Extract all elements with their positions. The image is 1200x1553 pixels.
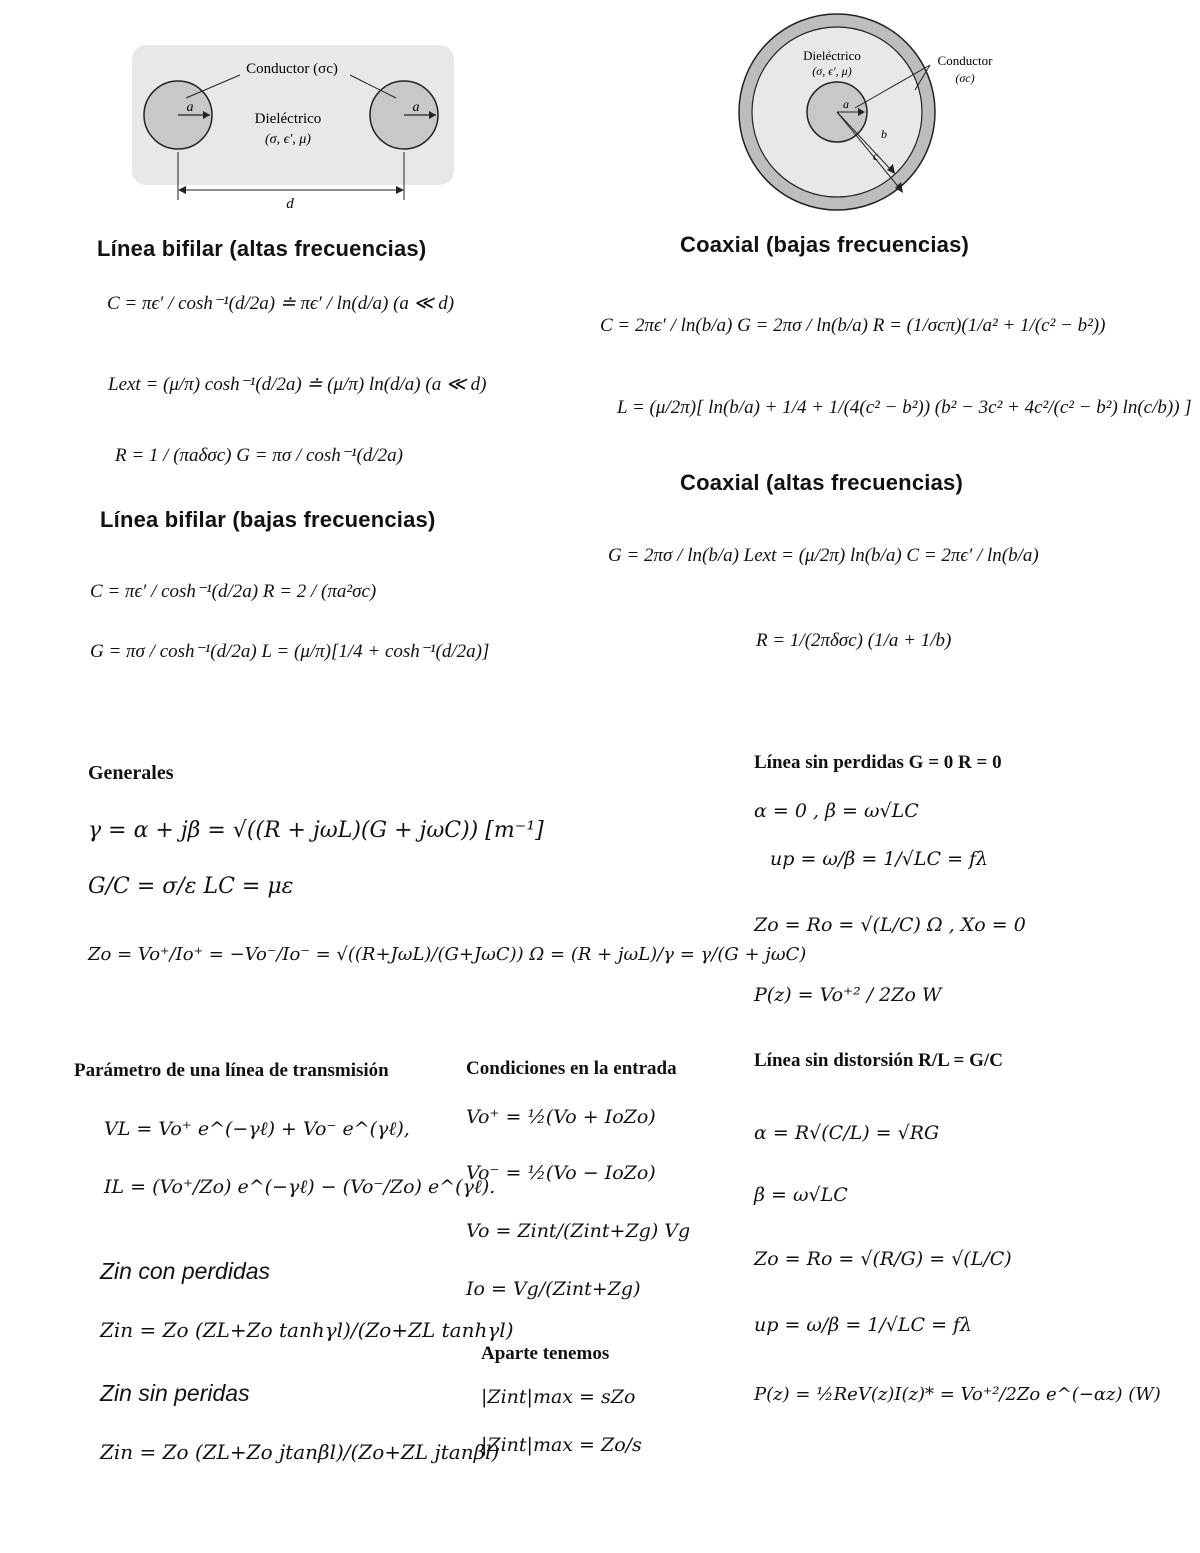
radius-label-left: a — [186, 100, 194, 115]
distortionless-title: Línea sin distorsión R/L = G/C — [754, 1050, 1003, 1071]
dielectric-params: (σ, ϵ′, μ) — [265, 132, 311, 147]
line-current: IL = (Vo⁺/Zo) e^(−γℓ) − (Vo⁻/Zo) e^(γℓ). — [104, 1176, 496, 1198]
zin-lossless-eq: Zin = Zo (ZL+Zo jtanβl)/(Zo+ZL jtanβl) — [100, 1440, 500, 1464]
parametro-title: Parámetro de una línea de transmisión — [74, 1060, 389, 1081]
dielectric-label: Dieléctrico — [254, 111, 322, 127]
coax-dielectric-label: Dieléctrico — [803, 48, 861, 63]
vo-input: Vo = Zint/(Zint+Zg) Vg — [466, 1220, 691, 1242]
lossless-impedance: Zo = Ro = √(L/C) Ω , Xo = 0 — [754, 914, 1026, 936]
coax-dielectric-params: (σ, ϵ′, μ) — [812, 64, 852, 78]
coax-low-c-g-r: C = 2πϵ′ / ln(b/a) G = 2πσ / ln(b/a) R = (1/σcπ)(1/a² + 1/(c² − b²)) — [600, 315, 1106, 336]
conductor-label: Conductor (σc) — [246, 61, 338, 77]
coax-low-l: L = (μ/2π)[ ln(b/a) + 1/4 + 1/(4(c² − b²)) (b² − 3c² + 4c²/(c² − b²) ln(c/b)) ] — [617, 397, 1192, 418]
distortionless-power: P(z) = ½ReV(z)I(z)* = Vo⁺²/2Zo e^(−αz) (W) — [754, 1384, 1161, 1405]
vo-minus: Vo⁻ = ½(Vo − IoZo) — [466, 1162, 656, 1184]
distortionless-alpha: α = R√(C/L) = √RG — [754, 1122, 940, 1144]
coax-high-r: R = 1/(2πδσc) (1/a + 1/b) — [756, 630, 952, 651]
coax-label-c: c — [873, 149, 879, 163]
io-input: Io = Vg/(Zint+Zg) — [466, 1278, 641, 1300]
bifilar-low-g-l: G = πσ / cosh⁻¹(d/2a) L = (μ/π)[1/4 + cosh⁻¹(d/2a)] — [90, 641, 490, 662]
coax-label-a: a — [843, 97, 849, 111]
g-over-c-relation: G/C = σ/ε LC = με — [88, 874, 294, 899]
generales-title: Generales — [88, 762, 174, 784]
lossless-power: P(z) = Vo⁺² / 2Zo W — [754, 984, 942, 1006]
distortionless-impedance: Zo = Ro = √(R/G) = √(L/C) — [754, 1248, 1012, 1270]
coax-low-title: Coaxial (bajas frecuencias) — [680, 232, 970, 257]
lossless-phase-velocity: up = ω/β = 1/√LC = fλ — [770, 848, 989, 870]
bifilar-high-r-g: R = 1 / (πaδσc) G = πσ / cosh⁻¹(d/2a) — [115, 445, 403, 466]
bifilar-high-capacitance: C = πϵ′ / cosh⁻¹(d/2a) ≐ πϵ′ / ln(d/a) (a ≪ d) — [107, 293, 455, 314]
zint-min: |Zint|max = Zo/s — [481, 1434, 642, 1456]
bifilar-low-title: Línea bifilar (bajas frecuencias) — [100, 507, 436, 532]
coax-conductor-label: Conductor — [937, 53, 993, 68]
distortionless-beta: β = ω√LC — [754, 1184, 848, 1206]
propagation-constant: γ = α + jβ = √((R + jωL)(G + jωC)) [m⁻¹] — [88, 818, 544, 843]
aparte-title: Aparte tenemos — [481, 1343, 610, 1364]
coax-label-b: b — [881, 127, 887, 141]
lossless-title: Línea sin perdidas G = 0 R = 0 — [754, 752, 1002, 773]
distortionless-phase-velocity: up = ω/β = 1/√LC = fλ — [754, 1314, 973, 1336]
zint-max: |Zint|max = sZo — [481, 1386, 636, 1408]
coaxial-figure — [725, 10, 1015, 215]
lossless-alpha-beta: α = 0 , β = ω√LC — [754, 800, 919, 822]
coax-conductor-params: (σc) — [955, 71, 975, 85]
condiciones-title: Condiciones en la entrada — [466, 1058, 677, 1079]
bifilar-low-c-r: C = πϵ′ / cosh⁻¹(d/2a) R = 2 / (πa²σc) — [90, 581, 377, 602]
zin-lossless-label: Zin sin peridas — [100, 1380, 250, 1406]
zin-lossy-eq: Zin = Zo (ZL+Zo tanhγl)/(Zo+ZL tanhγl) — [100, 1318, 514, 1342]
coax-high-title: Coaxial (altas frecuencias) — [680, 470, 963, 495]
distance-label: d — [286, 196, 294, 212]
bifilar-figure — [120, 40, 470, 215]
coax-high-g-l-c: G = 2πσ / ln(b/a) Lext = (μ/2π) ln(b/a) C = 2πϵ′ / ln(b/a) — [608, 545, 1039, 566]
vo-plus: Vo⁺ = ½(Vo + IoZo) — [466, 1106, 656, 1128]
bifilar-high-inductance: Lext = (μ/π) cosh⁻¹(d/2a) ≐ (μ/π) ln(d/a) (a ≪ d) — [108, 374, 487, 395]
radius-label-right: a — [412, 100, 420, 115]
bifilar-high-title: Línea bifilar (altas frecuencias) — [97, 236, 427, 261]
zin-lossy-label: Zin con perdidas — [100, 1258, 271, 1284]
line-voltage: VL = Vo⁺ e^(−γℓ) + Vo⁻ e^(γℓ), — [104, 1118, 410, 1140]
characteristic-impedance: Zo = Vo⁺/Io⁺ = −Vo⁻/Io⁻ = √((R+JωL)/(G+JωC)) Ω = (R + jωL)/γ = γ/(G + jωC) — [88, 944, 807, 965]
